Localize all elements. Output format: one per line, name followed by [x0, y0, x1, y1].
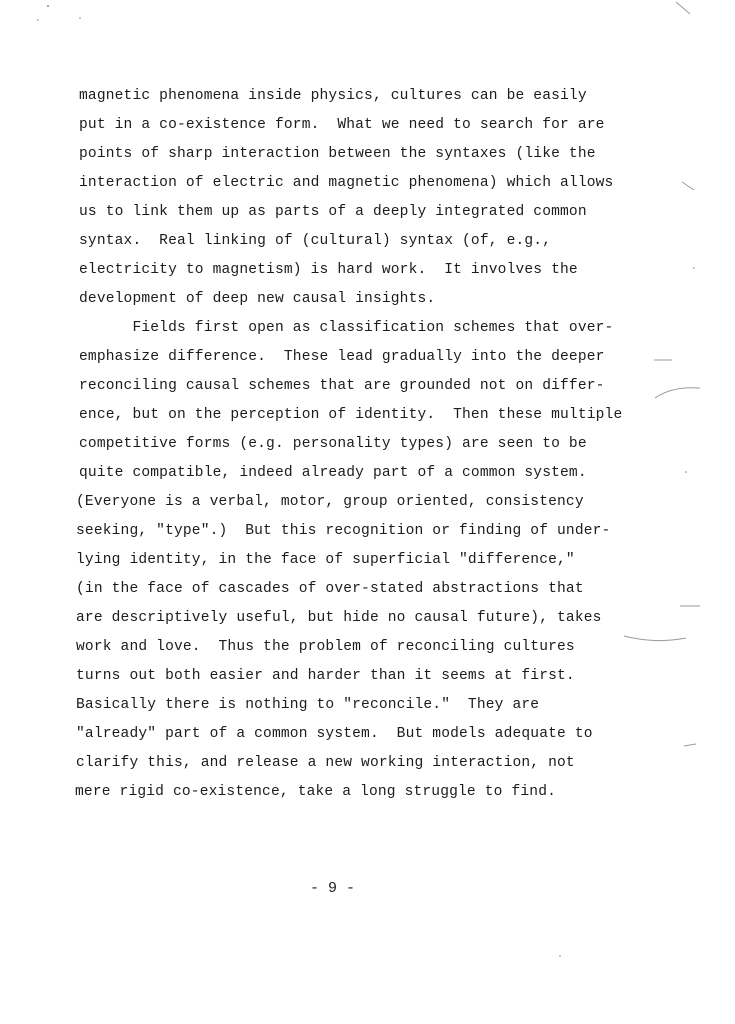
text-line: "already" part of a common system. But models adequate to [76, 726, 593, 742]
text-line: are descriptively useful, but hide no causal future), takes [76, 610, 602, 626]
text-line: interaction of electric and magnetic phenomena) which allows [79, 175, 614, 191]
page-number: - 9 - [310, 880, 356, 897]
text-line: turns out both easier and harder than it seems at first. [76, 668, 575, 684]
text-line: lying identity, in the face of superficial "difference," [76, 552, 575, 568]
text-line: (Everyone is a verbal, motor, group oriented, consistency [76, 494, 584, 510]
text-line: development of deep new causal insights. [79, 291, 436, 307]
text-line: competitive forms (e.g. personality types) are seen to be [79, 436, 587, 452]
text-line: syntax. Real linking of (cultural) syntax (of, e.g., [79, 233, 552, 249]
text-line: work and love. Thus the problem of reconciling cultures [76, 639, 575, 655]
text-line: put in a co-existence form. What we need to search for are [79, 117, 605, 133]
text-line: mere rigid co-existence, take a long struggle to find. [75, 784, 557, 800]
text-line: reconciling causal schemes that are grounded not on differ- [79, 378, 605, 394]
text-line: (in the face of cascades of over-stated abstractions that [76, 581, 584, 597]
text-line: magnetic phenomena inside physics, cultures can be easily [79, 88, 587, 104]
text-line: ence, but on the perception of identity. Then these multiple [79, 407, 623, 423]
text-line: us to link them up as parts of a deeply integrated common [79, 204, 587, 220]
text-line: seeking, "type".) But this recognition or finding of under- [76, 523, 611, 539]
text-line: electricity to magnetism) is hard work. It involves the [79, 262, 578, 278]
text-line: emphasize difference. These lead gradually into the deeper [79, 349, 605, 365]
text-line: clarify this, and release a new working interaction, not [76, 755, 575, 771]
text-line: quite compatible, indeed already part of a common system. [79, 465, 587, 481]
text-line: points of sharp interaction between the syntaxes (like the [79, 146, 596, 162]
text-line: Basically there is nothing to "reconcile." They are [76, 697, 540, 713]
text-line: Fields first open as classification schemes that over- [79, 320, 614, 336]
